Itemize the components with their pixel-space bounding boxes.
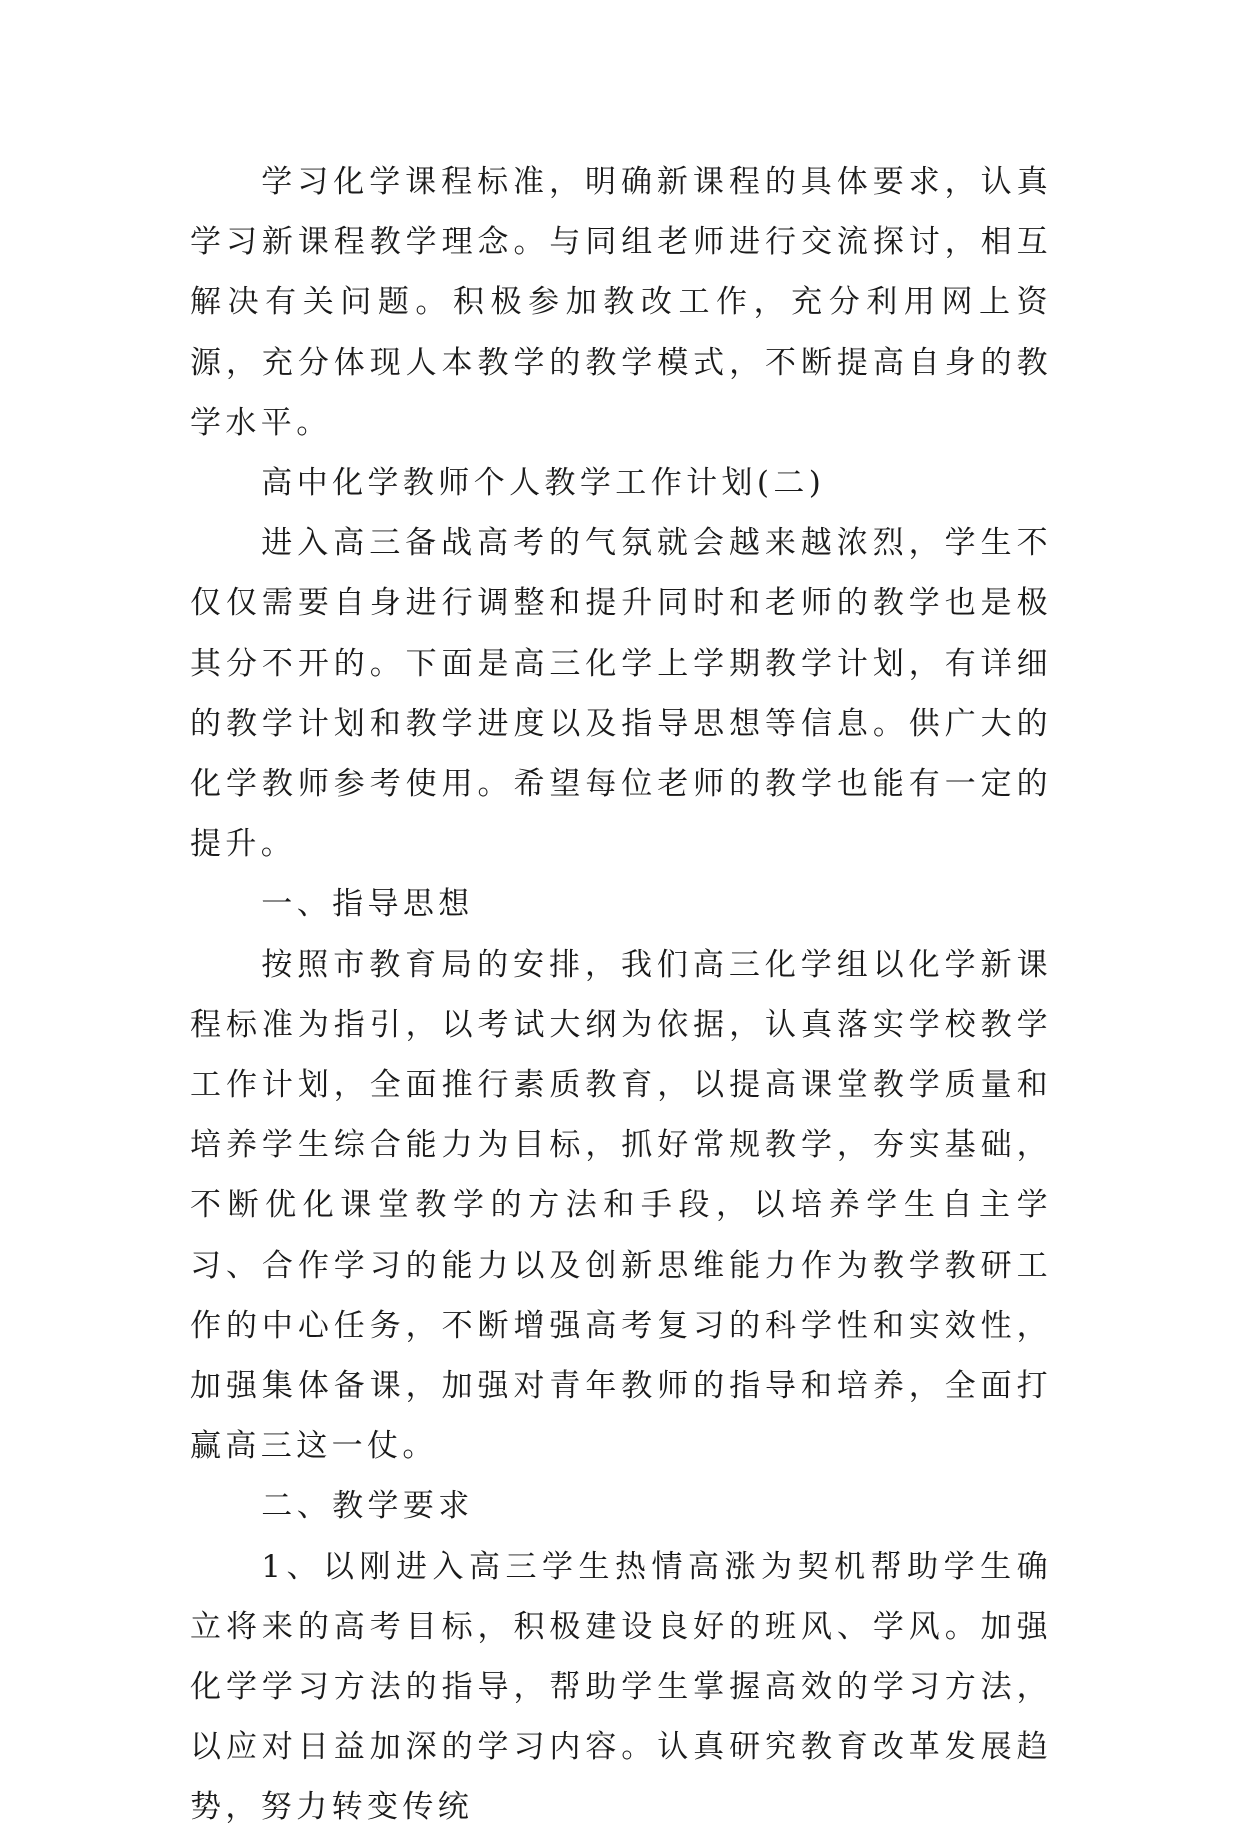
section-title: 高中化学教师个人教学工作计划(二) <box>261 465 826 502</box>
paragraph-introduction: 进入高三备战高考的气氛就会越来越浓烈，学生不仅仅需要自身进行调整和提升同时和老师的教学也是极其分不开的。下面是高三化学上学期教学计划，有详细的教学计划和教学进度以及指导思想等信息。供广大的化学教师参考使用。希望每位老师的教学也能有一定的提升。 <box>190 525 1052 863</box>
paragraph-requirement-1: 1、以刚进入高三学生热情高涨为契机帮助学生确立将来的高考目标，积极建设良好的班风、学风。加强化学学习方法的指导，帮助学生掌握高效的学习方法，以应对日益加深的学习内容。认真研究教育改革发展趋势，努力转变传统 <box>190 1548 1052 1826</box>
paragraph-guiding-ideology: 按照市教育局的安排，我们高三化学组以化学新课程标准为指引，以考试大纲为依据，认真落实学校教学工作计划，全面推行素质教育，以提高课堂教学质量和培养学生综合能力为目标，抓好常规教学，夯实基础，不断优化课堂教学的方法和手段，以培养学生自主学习、合作学习的能力以及创新思维能力作为教学教研工作的中心任务，不断增强高考复习的科学性和实效性，加强集体备课，加强对青年教师的指导和培养，全面打赢高三这一仗。 <box>190 946 1052 1465</box>
heading-teaching-requirements: 二、教学要求 <box>261 1488 474 1525</box>
paragraph-study-standards: 学习化学课程标准，明确新课程的具体要求，认真学习新课程教学理念。与同组老师进行交流探讨，相互解决有关问题。积极参加教改工作，充分利用网上资源，充分体现人本教学的教学模式，不断提高自身的教学水平。 <box>190 164 1052 441</box>
heading-guiding-ideology: 一、指导思想 <box>261 886 474 923</box>
document-body <box>190 152 1052 1838</box>
